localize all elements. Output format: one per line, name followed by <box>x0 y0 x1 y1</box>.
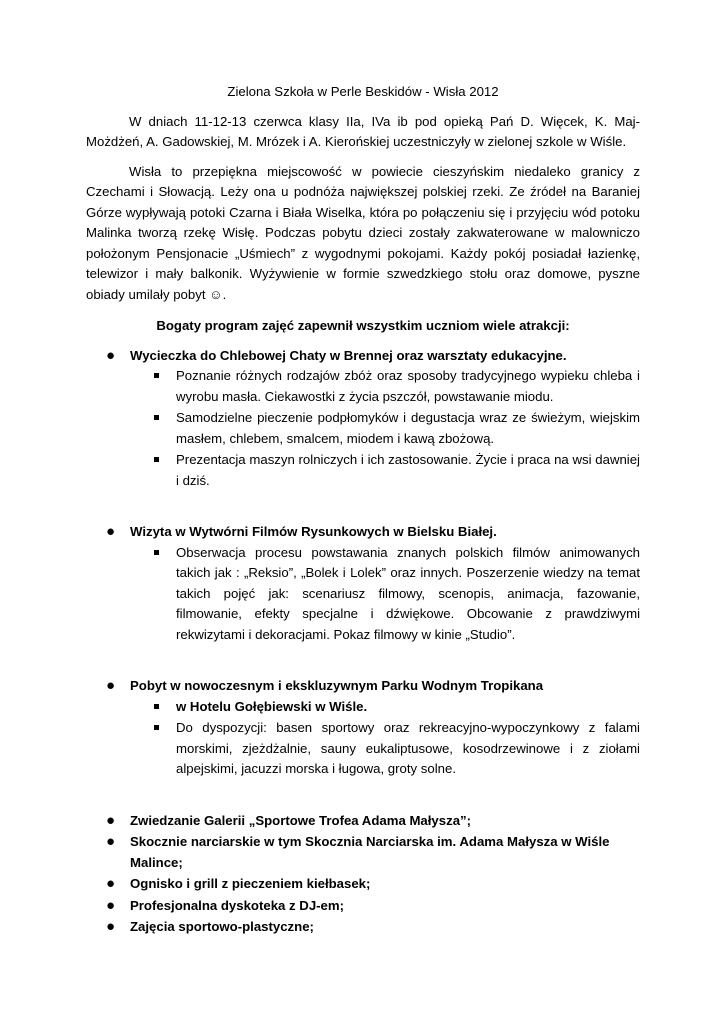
sub-list-item <box>130 408 640 449</box>
list-item-label: Profesjonalna dyskoteka z DJ-em; <box>130 897 345 913</box>
sub-list-item <box>130 543 640 646</box>
sub-list-item <box>130 718 640 780</box>
list-item-label: Wycieczka do Chlebowej Chaty w Brennej oraz warsztaty edukacyjne. <box>130 347 567 363</box>
list-item-label: Ognisko i grill z pieczeniem kiełbasek; <box>130 876 371 891</box>
sub-list-item <box>130 450 640 491</box>
sub-list-item-text: Prezentacja maszyn rolniczych i ich zastosowanie. Życie i praca na wsi dawniej i dziś. <box>176 452 640 488</box>
program-heading: Bogaty program zajęć zapewnił wszystkim uczniom wiele atrakcji: <box>156 318 570 333</box>
sub-list-item-text: w Hotelu Gołębiewski w Wiśle. <box>176 698 368 714</box>
list-item <box>86 917 640 938</box>
list-item-label: Pobyt w nowoczesnym i ekskluzywnym Parku Wodnym Tropikana <box>130 678 544 693</box>
description-paragraph: Wisła to przepiękna miejscowość w powiecie cieszyńskim niedaleko granicy z Czechami i Słowacją. Leży ona u podnóża największej polskiej rzeki. Ze źródeł na Baraniej Górze wypływają potoki Czarna i Biała Wiselka, która po połączeniu się i przyjęciu wód potoku Malinka tworzą rzekę Wisłę. Podczas pobytu dzieci zostały zakwaterowane w malowniczo położonym Pensjonacie „Uśmiech” z wygodnymi pokojami. Każdy pokój posiadał łazienkę, telewizor i mały balkonik. Wyżywienie w formie szwedzkiego stołu oraz domowe, pyszne obiady umilały pobyt ☺. <box>86 163 640 302</box>
list-item <box>86 346 640 492</box>
list-item-label: Zajęcia sportowo-plastyczne; <box>130 919 314 934</box>
square-bullet-icon <box>154 373 159 378</box>
document-page <box>86 82 640 939</box>
list-item <box>86 896 640 917</box>
square-bullet-icon <box>154 725 159 730</box>
program-list <box>86 346 640 938</box>
sub-list-item-text: Samodzielne pieczenie podpłomyków i degustacja wraz ze świeżym, wiejskim masłem, chlebem, smalcem, miodem i kawą zbożową. <box>176 410 640 446</box>
list-item <box>86 832 640 873</box>
bullet-icon: ● <box>106 875 116 892</box>
list-item <box>86 522 640 645</box>
bullet-icon: ● <box>106 918 116 935</box>
square-bullet-icon <box>154 704 159 709</box>
bullet-icon: ● <box>106 811 116 829</box>
document-title: Zielona Szkoła w Perle Beskidów - Wisła 2012 <box>227 84 499 99</box>
sub-list-item <box>130 697 640 718</box>
square-bullet-icon <box>154 457 159 462</box>
sub-list <box>130 366 640 491</box>
bullet-icon: ● <box>106 346 116 364</box>
bullet-icon: ● <box>106 677 116 694</box>
list-item-label: Zwiedzanie Galerii „Sportowe Trofea Adama Małysza”; <box>130 812 472 828</box>
list-item <box>86 676 640 780</box>
sub-list-item-text: Do dyspozycji: basen sportowy oraz rekreacyjno-wypoczynkowy z falami morskimi, zjeżdżalnie, sauny eukaliptusowe, kosodrzewinowe i z ziołami alpejskimi, jacuzzi morska i ługowa, groty solne. <box>176 720 640 776</box>
intro-paragraph: W dniach 11-12-13 czerwca klasy IIa, IVa ib pod opieką Pań D. Więcek, K. Maj-Możdżeń, A. Gadowskiej, M. Mrózek i A. Kierońskiej uczestniczyły w zielonej szkole w Wiśle. <box>86 113 640 149</box>
square-bullet-icon <box>154 415 159 420</box>
sub-list-item <box>130 366 640 407</box>
bullet-icon: ● <box>106 833 116 850</box>
list-item-label: Wizyta w Wytwórni Filmów Rysunkowych w Bielsku Białej. <box>130 524 497 539</box>
bullet-icon: ● <box>106 896 116 914</box>
sub-list <box>130 543 640 646</box>
list-item-label: Skocznie narciarskie w tym Skocznia Narciarska im. Adama Małysza w Wiśle Malince; <box>130 834 610 870</box>
bullet-icon: ● <box>106 523 116 540</box>
list-item <box>86 874 640 895</box>
square-bullet-icon <box>154 550 159 555</box>
sub-list <box>130 697 640 780</box>
sub-list-item-text: Obserwacja procesu powstawania znanych polskich filmów animowanych takich jak : „Reksio”, „Bolek i Lolek” oraz innych. Poszerzenie wiedzy na temat takich pojęć jak: scenariusz filmowy, scenopis, animacja, fazowanie, filmowanie, efekty specjalne i dźwiękowe. Obcowanie z prawdziwymi rekwizytami i dekoracjami. Pokaz filmowy w kinie „Studio”. <box>176 544 640 642</box>
sub-list-item-text: Poznanie różnych rodzajów zbóż oraz sposoby tradycyjnego wypieku chleba i wyrobu masła. Ciekawostki z życia pszczół, powstawanie miodu. <box>176 368 640 404</box>
list-item <box>86 811 640 832</box>
